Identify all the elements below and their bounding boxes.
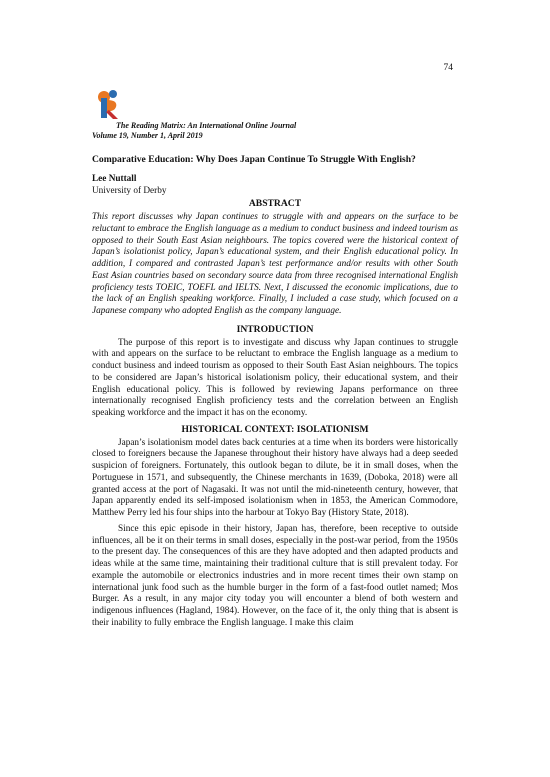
introduction-paragraph: The purpose of this report is to investigate and discuss why Japan continues to struggle with and appears on the surface to be reluctant to embrace the English language as a medium to conduct business and indeed tourism as opposed to their South East Asian neighbours. The topics to be considered are Japan’s historical isolationism policy, their educational system, and their English educational policy. This is followed by reviewing Japans performance on three internationally recognised English proficiency tests and the correlation between an English speaking workforce and the impact it has on the economy. [92,337,458,418]
historical-paragraph-2: Since this epic episode in their history, Japan has, therefore, been receptive to outside influences, all be it on their terms in small doses, especially in the post-war period, from the 1950s to the present day. The consequences of this are they have adopted and then adapted products and ideas while at the same time, maintaining their traditional culture that is still prevalent today. For example the automobile or electronics industries and in more recent times their own stamp on international junk food such as the humble burger in the form of a fast-food outlet named; Mos Burger. As a result, in any major city today you will encounter a blend of both western and indigenous influences (Hagland, 1984). However, on the face of it, the only thing that is absent is their inability to fully embrace the English language. I make this claim [92,523,458,628]
author-name: Lee Nuttall [92,173,137,184]
author-affiliation: University of Derby [92,185,167,196]
page-number: 74 [443,63,453,73]
historical-paragraph-1: Japan’s isolationism model dates back centuries at a time when its borders were historically closed to foreigners because the Japanese throughout their history have always had a deep seeded suspicion of foreigners. Fortunately, this outlook began to dilute, be it in small doses, when the Portuguese in 1571, and subsequently, the Chinese merchants in 1639, (Doboka, 2018) were all granted access at the port of Nagasaki. It was not until the mid-nineteenth century, however, that Japan apparently ended its self-imposed isolationism when in 1853, the American Commodore, Matthew Perry led his four ships into the harbour at Tokyo Bay (History State, 2018). [92,437,458,518]
paper-content [92,154,458,630]
historical-context-heading: HISTORICAL CONTEXT: ISOLATIONISM [181,423,369,435]
paper-title: Comparative Education: Why Does Japan Continue To Struggle With English? [92,154,416,165]
journal-name: The Reading Matrix: An International Online Journal [116,121,297,130]
introduction-heading: INTRODUCTION [236,323,314,335]
reading-matrix-logo-icon [94,88,124,120]
abstract-text: This report discusses why Japan continues to struggle with and appears on the surface to be reluctant to embrace the English language as a medium to conduct business and indeed tourism as opposed to their South East Asian neighbours. The topics covered were the historical context of Japan’s isolationist policy, Japan’s educational system, and their English educational policy. In addition, I compared and contrasted Japan’s test performance and/or results with other South East Asian countries based on secondary source data from three recognised international English proficiency tests TOEIC, TOEFL and IELTS. Next, I discussed the economic implications, due to the lack of an English speaking workforce. Finally, I included a case study, which focused on a Japanese company who adopted English as the company language. [92,212,458,316]
journal-volume: Volume 19, Number 1, April 2019 [92,131,203,140]
journal-info [92,121,296,141]
abstract-heading: ABSTRACT [248,198,302,210]
